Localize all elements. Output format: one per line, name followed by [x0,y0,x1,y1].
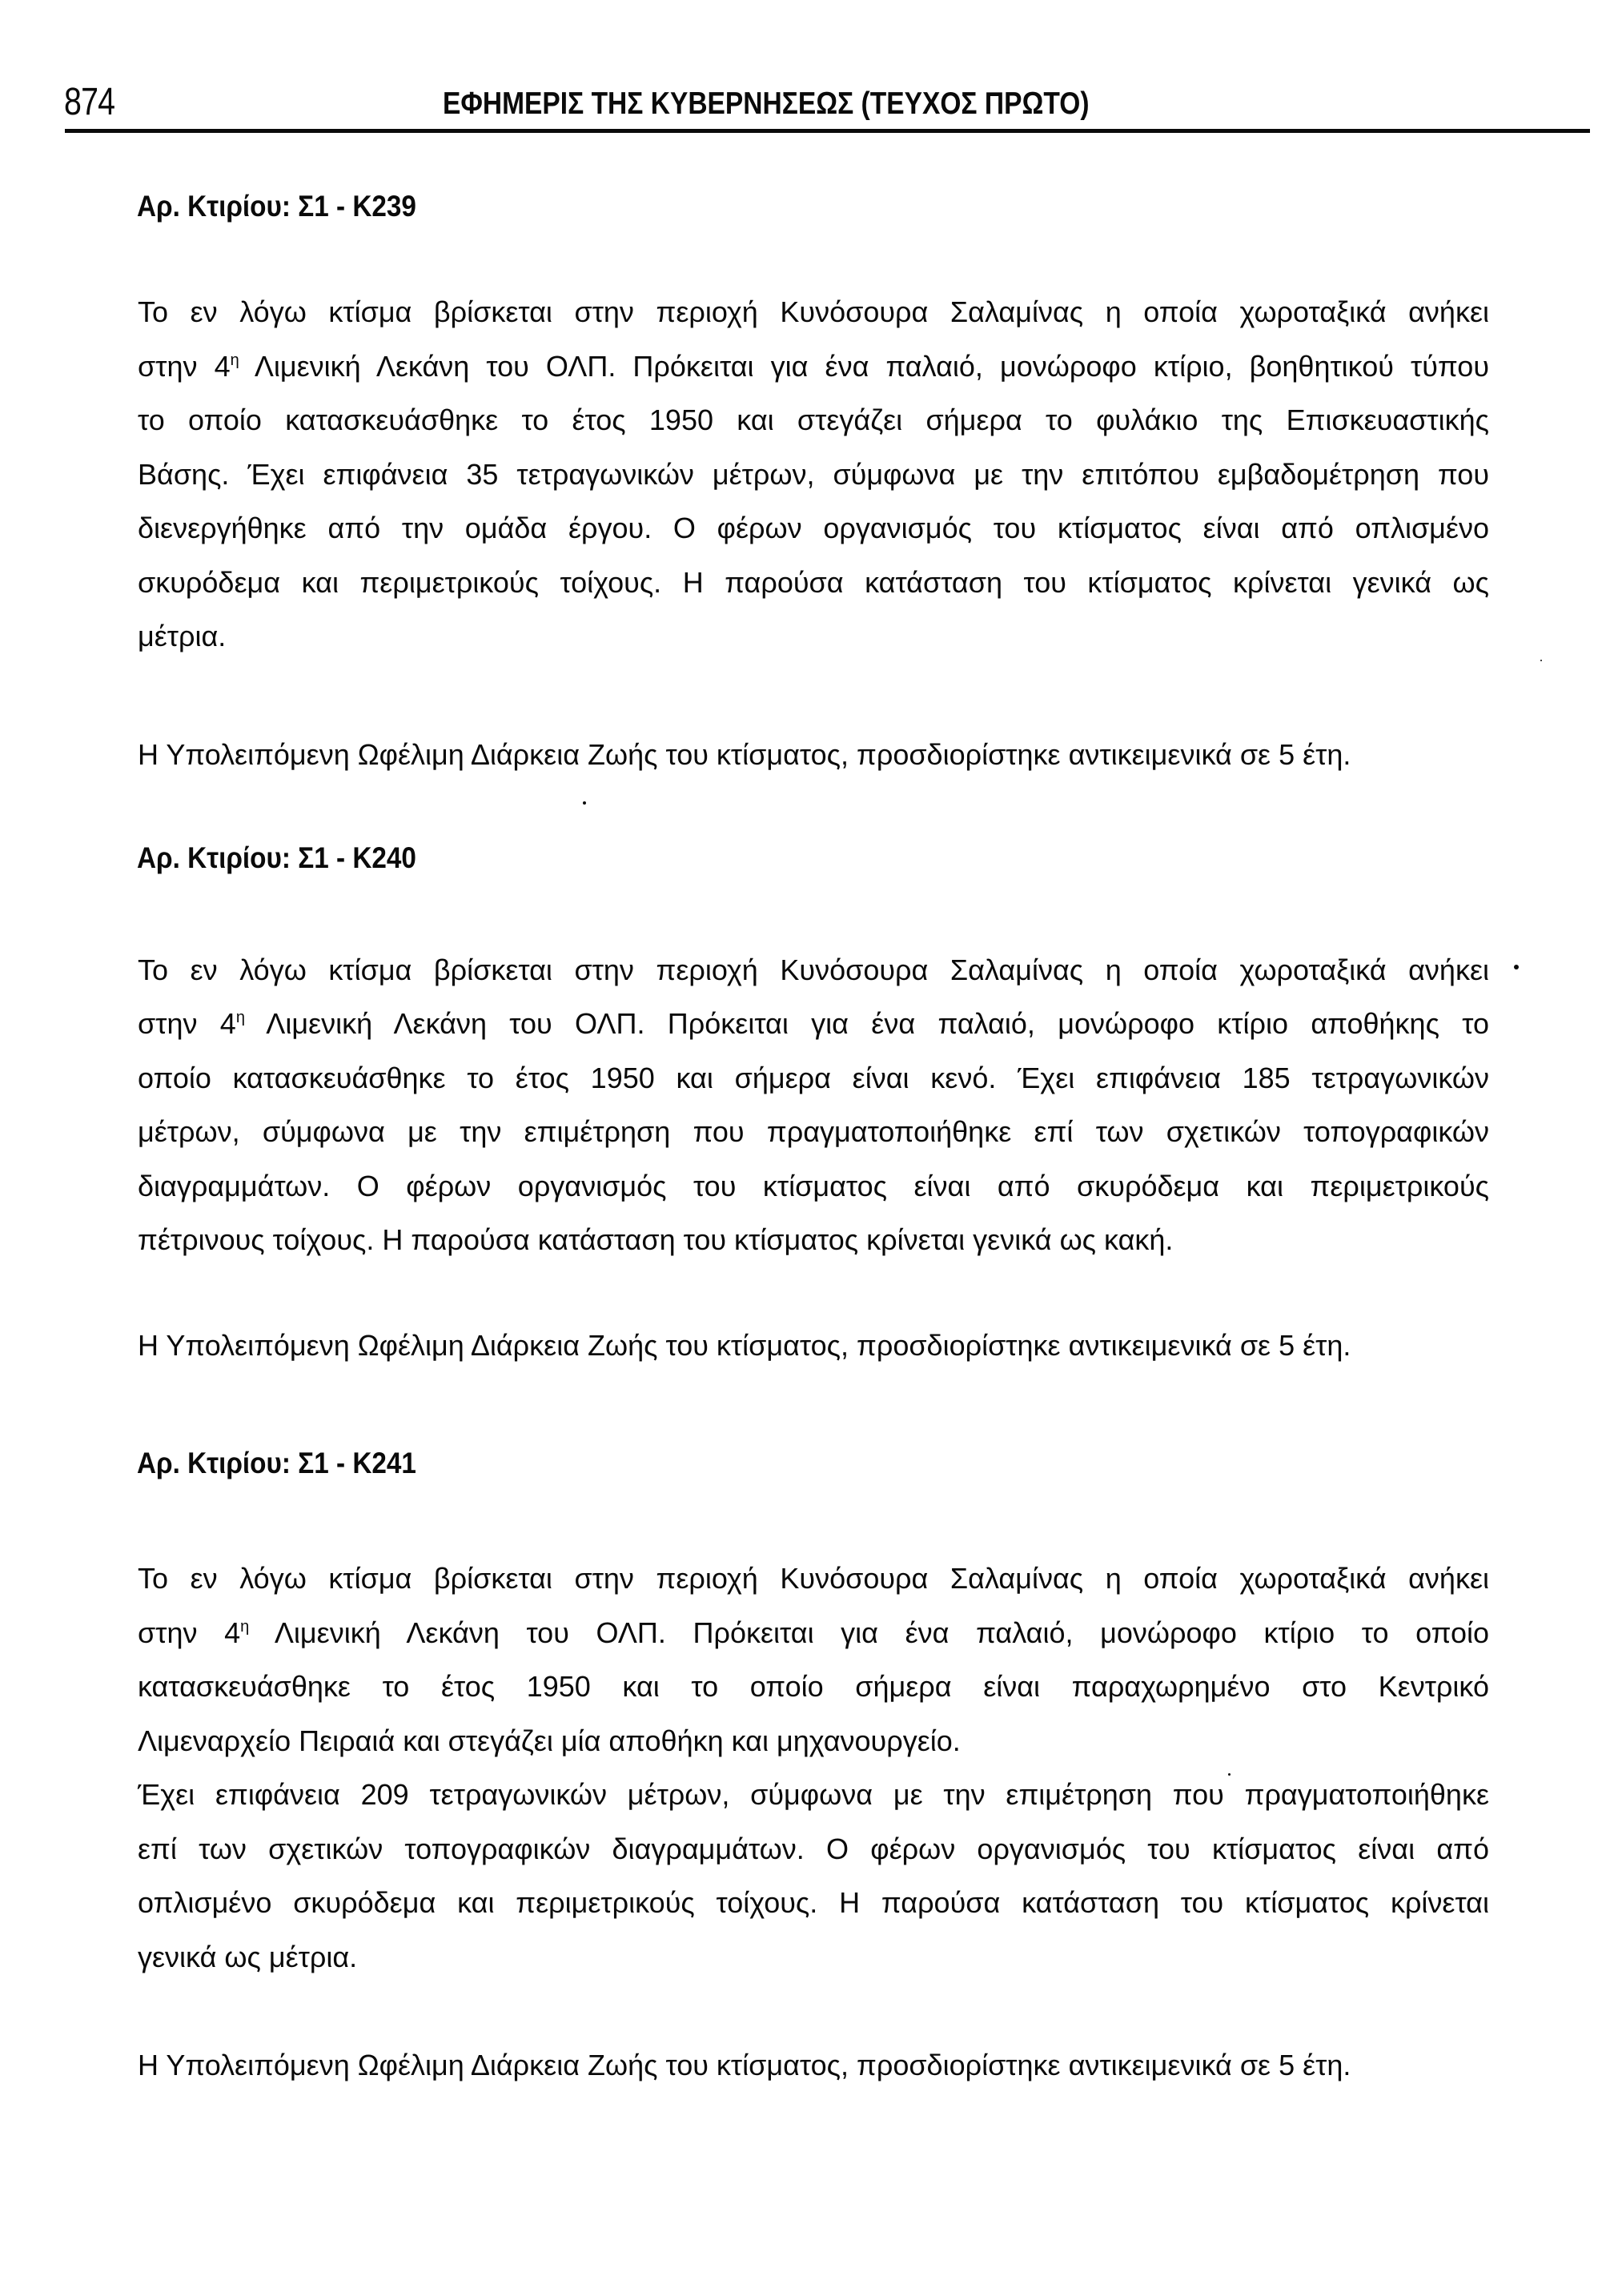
paragraph-line: μέτρια. [138,620,227,652]
paragraph-line: στην $4^\eta$ Λιμενική Λεκάνη του ΟΛΠ. Πρόκειται για ένα παλαιό, μονώροφο κτίριο το οποίο [138,1616,1490,1649]
ordinal-suffix: η [240,1618,250,1636]
paragraph-line: σκυρόδεμα και περιμετρικούς τοίχους. Η παρούσα κατάσταση του κτίσματος κρίνεται γενικά ως [138,566,1489,599]
scan-speck [1228,1773,1231,1776]
paragraph-line: Λιμεναρχείο Πειραιά και στεγάζει μία αποθήκη και μηχανουργείο. [138,1724,961,1757]
remaining-life-statement: Η Υπολειπόμενη Ωφέλιμη Διάρκεια Ζωής του κτίσματος, προσδιορίστηκε αντικειμενικά σε 5 έτη. [138,2049,1351,2081]
ordinal-suffix: η [235,1009,245,1026]
paragraph-line: γενικά ως μέτρια. [138,1941,358,1973]
paragraph-line: στην $4^\eta$ Λιμενική Λεκάνη του ΟΛΠ. Πρόκειται για ένα παλαιό, μονώροφο κτίριο, βοηθητικού τύπου [138,350,1490,383]
paragraph-line: Το εν λόγω κτίσμα βρίσκεται στην περιοχή Κυνόσουρα Σαλαμίνας η οποία χωροταξικά ανήκει [138,295,1489,328]
scan-speck [1514,965,1519,969]
paragraph-line: οπλισμένο σκυρόδεμα και περιμετρικούς τοίχους. Η παρούσα κατάσταση του κτίσματος κρίνεται [138,1886,1489,1919]
paragraph-line: επί των σχετικών τοπογραφικών διαγραμμάτων. Ο φέρων οργανισμός του κτίσματος είναι από [138,1832,1489,1865]
paragraph-line: Το εν λόγω κτίσμα βρίσκεται στην περιοχή Κυνόσουρα Σαλαμίνας η οποία χωροταξικά ανήκει [138,953,1489,986]
building-label-k239: Αρ. Κτιρίου: Σ1 - Κ239 [137,190,416,223]
page-number: 874 [64,81,115,123]
scan-speck [583,801,586,805]
remaining-life-statement: Η Υπολειπόμενη Ωφέλιμη Διάρκεια Ζωής του κτίσματος, προσδιορίστηκε αντικειμενικά σε 5 έτη. [138,1329,1351,1362]
paragraph-line: κατασκευάσθηκε το έτος 1950 και το οποίο σήμερα είναι παραχωρημένο στο Κεντρικό [138,1670,1489,1703]
header-rule [65,129,1590,133]
ordinal-suffix: η [230,351,239,369]
paragraph-line: διενεργήθηκε από την ομάδα έργου. Ο φέρων οργανισμός του κτίσματος είναι από οπλισμένο [138,512,1489,544]
paragraph-line: διαγραμμάτων. Ο φέρων οργανισμός του κτίσματος είναι από σκυρόδεμα και περιμετρικούς [138,1170,1489,1202]
paragraph-line: Βάσης. Έχει επιφάνεια 35 τετραγωνικών μέτρων, σύμφωνα με την επιτόπου εμβαδομέτρηση που [138,458,1489,491]
building-label-k241: Αρ. Κτιρίου: Σ1 - Κ241 [137,1447,416,1479]
paragraph-line: οποίο κατασκευάσθηκε το έτος 1950 και σήμερα είναι κενό. Έχει επιφάνεια 185 τετραγωνικών [138,1062,1489,1094]
paragraph-line: μέτρων, σύμφωνα με την επιμέτρηση που πραγματοποιήθηκε επί των σχετικών τοπογραφικών [138,1115,1489,1148]
paragraph-line: στην $4^\eta$ Λιμενική Λεκάνη του ΟΛΠ. Πρόκειται για ένα παλαιό, μονώροφο κτίριο αποθήκης το [138,1007,1489,1040]
remaining-life-statement: Η Υπολειπόμενη Ωφέλιμη Διάρκεια Ζωής του κτίσματος, προσδιορίστηκε αντικειμενικά σε 5 έτη. [138,738,1351,771]
paragraph-line: το οποίο κατασκευάσθηκε το έτος 1950 και στεγάζει σήμερα το φυλάκιο της Επισκευαστικής [138,403,1489,436]
running-title: ΕΦΗΜΕΡΙΣ ΤΗΣ ΚΥΒΕΡΝΗΣΕΩΣ (ΤΕΥΧΟΣ ΠΡΩΤΟ) [443,86,1090,121]
paragraph-line: Έχει επιφάνεια 209 τετραγωνικών μέτρων, σύμφωνα με την επιμέτρηση που πραγματοποιήθηκε [138,1778,1489,1811]
scan-speck [1540,660,1542,661]
paragraph-line: πέτρινους τοίχους. Η παρούσα κατάσταση του κτίσματος κρίνεται γενικά ως κακή. [138,1223,1174,1256]
paragraph-line: Το εν λόγω κτίσμα βρίσκεται στην περιοχή Κυνόσουρα Σαλαμίνας η οποία χωροταξικά ανήκει [138,1562,1489,1595]
building-label-k240: Αρ. Κτιρίου: Σ1 - Κ240 [137,841,416,874]
